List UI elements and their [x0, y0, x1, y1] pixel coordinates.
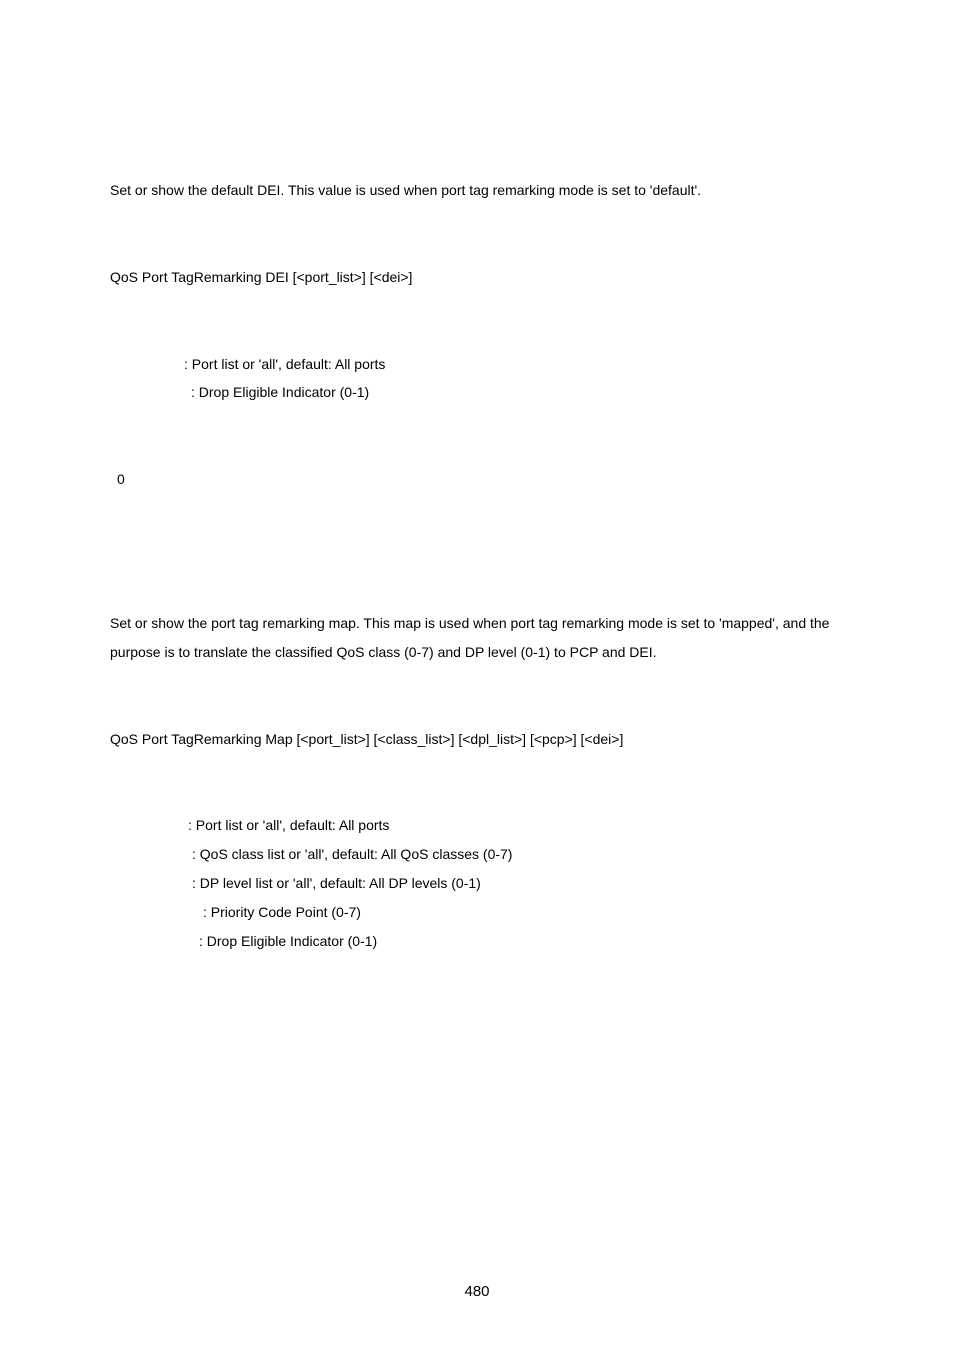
dei-description: Set or show the default DEI. This value is used when port tag remarking mode is set to 'default'.	[110, 182, 702, 198]
map-description-line1: Set or show the port tag remarking map. This map is used when port tag remarking mode is set to 'mapped', and the	[110, 615, 830, 631]
map-param-dpl-list: : DP level list or 'all', default: All DP levels (0-1)	[192, 875, 481, 891]
map-param-dei: : Drop Eligible Indicator (0-1)	[199, 933, 378, 949]
map-syntax: QoS Port TagRemarking Map [<port_list>] [<class_list>] [<dpl_list>] [<pcp>] [<dei>]	[110, 731, 624, 747]
map-param-class-list: : QoS class list or 'all', default: All QoS classes (0-7)	[192, 846, 513, 862]
page-number: 480	[464, 1283, 490, 1300]
dei-default-value: 0	[117, 471, 125, 487]
dei-param-dei: : Drop Eligible Indicator (0-1)	[191, 384, 370, 400]
map-param-pcp: : Priority Code Point (0-7)	[203, 904, 361, 920]
dei-syntax: QoS Port TagRemarking DEI [<port_list>] [<dei>]	[110, 269, 413, 285]
map-description-line2: purpose is to translate the classified QoS class (0-7) and DP level (0-1) to PCP and DEI.	[110, 644, 657, 660]
map-param-port-list: : Port list or 'all', default: All ports	[188, 817, 390, 833]
dei-param-port-list: : Port list or 'all', default: All ports	[184, 356, 386, 372]
